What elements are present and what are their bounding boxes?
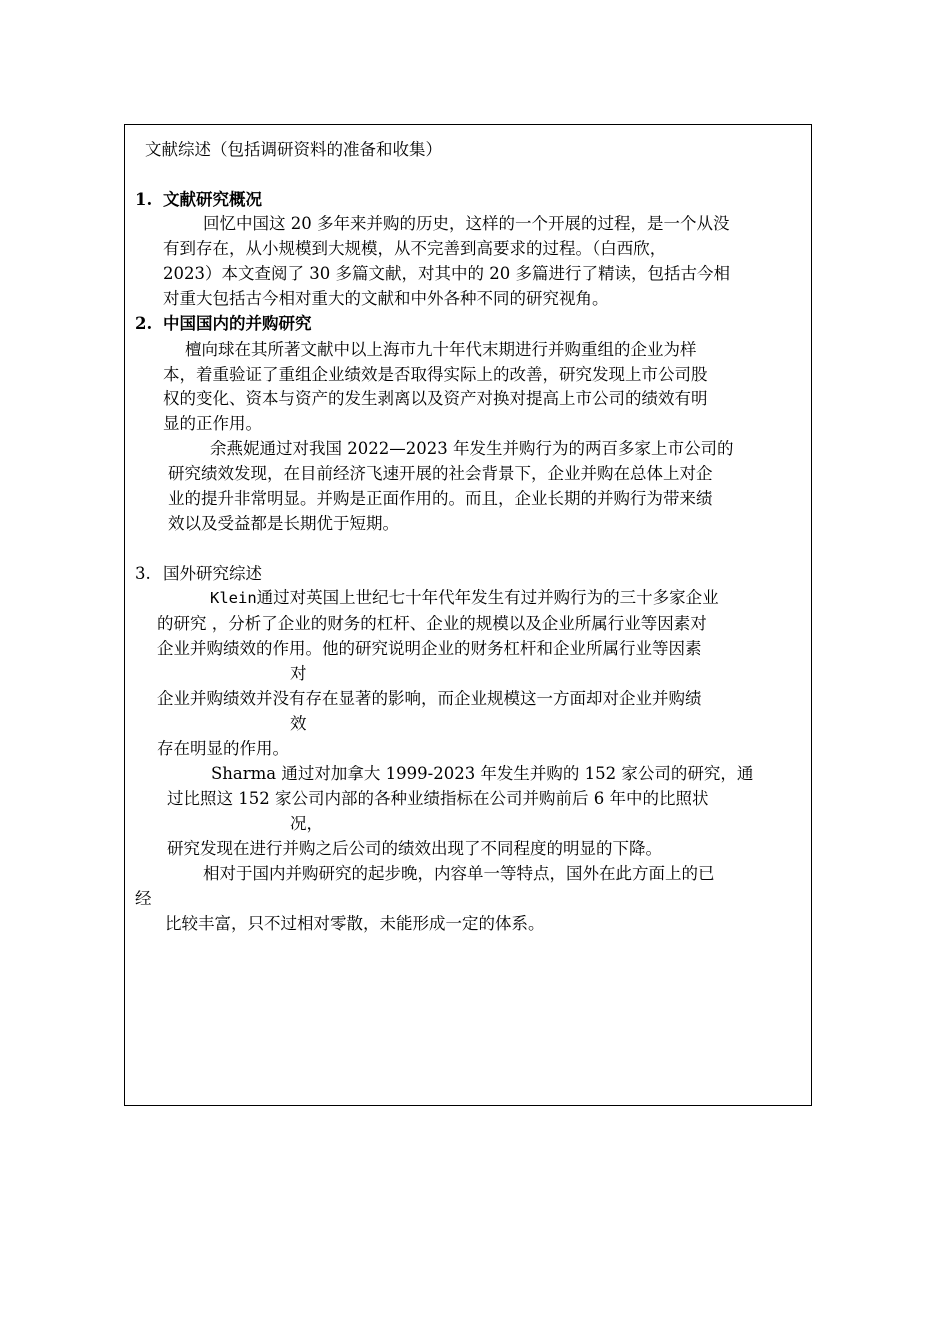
section-header: 文献综述（包括调研资料的准备和收集）: [145, 140, 442, 159]
section-3-title: 国外研究综述: [163, 564, 262, 583]
paragraph-line: 企业并购绩效的作用。他的研究说明企业的财务杠杆和企业所属行业等因素: [157, 639, 702, 658]
paragraph-line: 相对于国内并购研究的起步晚，内容单一等特点，国外在此方面上的已: [203, 864, 715, 883]
paragraph-line: 经: [135, 889, 152, 908]
paragraph-line: 本，着重验证了重组企业绩效是否取得实际上的改善，研究发现上市公司股: [163, 365, 708, 384]
paragraph-line: 过比照这 152 家公司内部的各种业绩指标在公司并购前后 6 年中的比照状: [167, 789, 709, 808]
paragraph-line: [210, 586, 719, 610]
paragraph-line: 企业并购绩效并没有存在显著的影响，而企业规模这一方面却对企业并购绩: [157, 689, 702, 708]
paragraph-line: 对重大包括古今相对重大的文献和中外各种不同的研究视角。: [163, 289, 609, 308]
paragraph-line: 效以及受益都是长期优于短期。: [168, 514, 399, 533]
paragraph-line: 余燕妮通过对我国 2022—2023 年发生并购行为的两百多家上市公司的: [210, 439, 734, 458]
paragraph-line: 对: [290, 664, 307, 683]
section-2-title: 中国国内的并购研究: [163, 314, 312, 333]
paragraph-line: Sharma 通过对加拿大 1999-2023 年发生并购的 152 家公司的研究，通: [211, 764, 754, 783]
paragraph-line: 效: [290, 714, 307, 733]
paragraph-line: 的研究 ，分析了企业的财务的杠杆、企业的规模以及企业所属行业等因素对: [157, 614, 707, 633]
paragraph-line: 研究发现在进行并购之后公司的绩效出现了不同程度的明显的下降。: [167, 839, 662, 858]
paragraph-line: 有到存在，从小规模到大规模，从不完善到高要求的过程。（白西欣，: [163, 239, 667, 258]
paragraph-text: 通过对英国上世纪七十年代年发生有过并购行为的三十多家企业: [256, 588, 719, 607]
paragraph-line: 显的正作用。: [163, 414, 262, 433]
paragraph-line: 比较丰富，只不过相对零散，未能形成一定的体系。: [165, 914, 545, 933]
literature-review-box: [124, 124, 812, 1106]
paragraph-line: 2023）本文查阅了 30 多篇文献，对其中的 20 多篇进行了精读，包括古今相: [163, 264, 730, 283]
paragraph-line: 回忆中国这 20 多年来并购的历史，这样的一个开展的过程，是一个从没: [203, 214, 730, 233]
author-name: Klein: [210, 589, 257, 607]
section-3-number: 3.: [135, 564, 151, 583]
section-2-number: 2.: [135, 314, 153, 333]
paragraph-line: 权的变化、资本与资产的发生剥离以及资产对换对提高上市公司的绩效有明: [163, 389, 708, 408]
paragraph-line: 业的提升非常明显。并购是正面作用的。而且，企业长期的并购行为带来绩: [168, 489, 713, 508]
paragraph-line: 存在明显的作用。: [157, 739, 289, 758]
paragraph-line: 檀向球在其所著文献中以上海市九十年代末期进行并购重组的企业为样: [185, 340, 697, 359]
section-1-number: 1.: [135, 190, 153, 209]
section-1-title: 文献研究概况: [163, 190, 262, 209]
paragraph-line: 况，: [290, 814, 323, 833]
paragraph-line: 研究绩效发现，在目前经济飞速开展的社会背景下，企业并购在总体上对企: [168, 464, 713, 483]
